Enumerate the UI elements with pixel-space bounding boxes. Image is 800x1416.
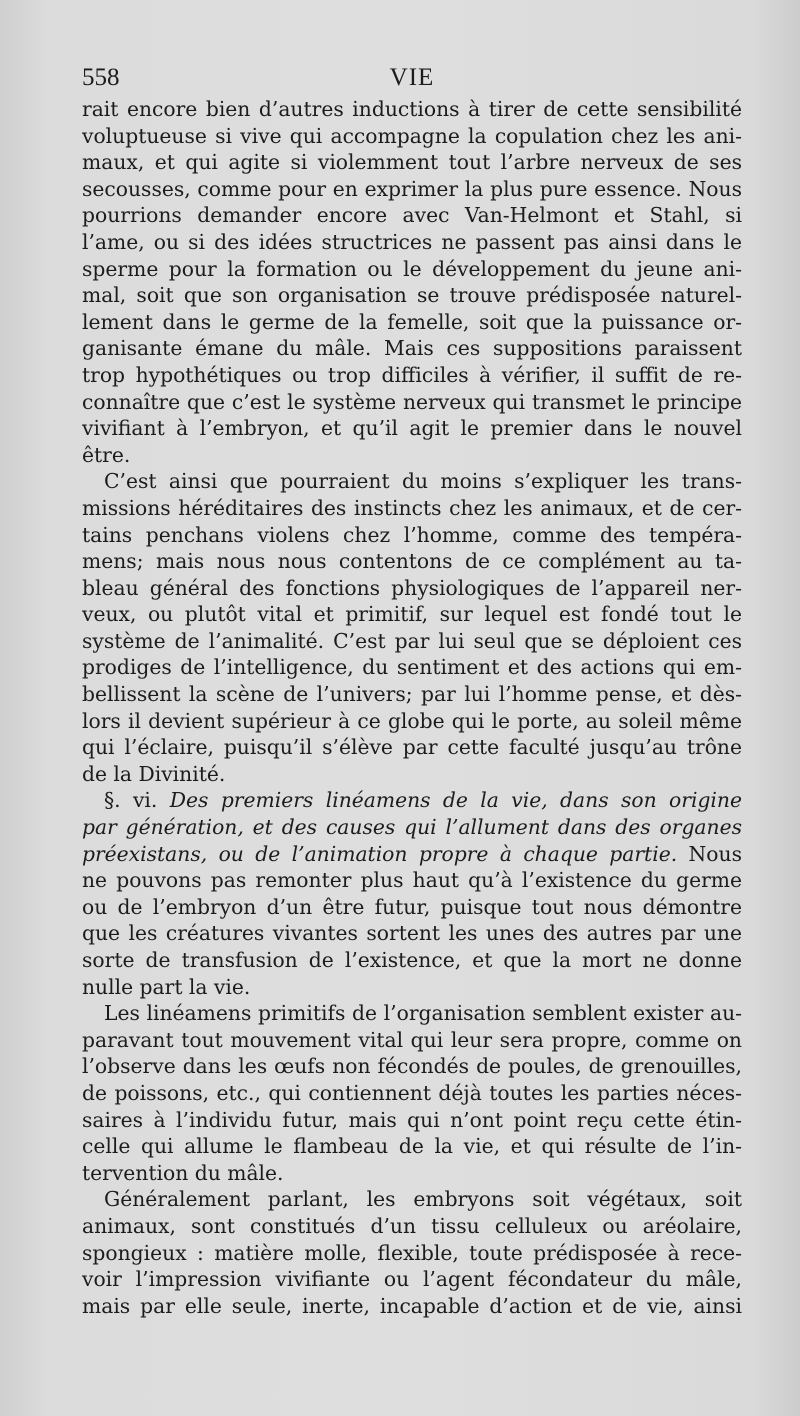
- text-line: ne pouvons pas remonter plus haut qu’à l’existence du germe: [82, 868, 742, 893]
- text-line: l’ame, ou si des idées structrices ne passent pas ainsi dans le: [82, 229, 742, 254]
- text-line: bleau général des fonctions physiologiques de l’appareil ner-: [82, 575, 742, 600]
- text-line: maux, et qui agite si violemment tout l’arbre nerveux de ses: [82, 150, 742, 175]
- text-line: que les créatures vivantes sortent les unes des autres par une: [82, 921, 742, 946]
- text-line: lors il devient supérieur à ce globe qui le porte, au soleil même: [82, 708, 742, 733]
- section-mark: §. vi.: [104, 788, 158, 813]
- section-heading-part-2: par génération, et des causes qui l’allument dans des organes: [82, 815, 742, 840]
- text-line: nulle part la vie.: [82, 974, 251, 999]
- page-body: [82, 96, 742, 1319]
- text-line: système de l’animalité. C’est par lui seul que se déploient ces: [82, 628, 742, 653]
- text-line: voir l’impression vivifiante ou l’agent fécondateur du mâle,: [82, 1267, 742, 1292]
- text-line: lement dans le germe de la femelle, soit que la puissance or-: [82, 309, 742, 334]
- text-line: [82, 814, 742, 841]
- text-line: de poissons, etc., qui contiennent déjà toutes les parties néces-: [82, 1080, 742, 1105]
- section-text-start: Nous: [688, 841, 742, 866]
- text-line: voluptueuse si vive qui accompagne la copulation chez les ani-: [82, 123, 742, 148]
- text-line: saires à l’individu futur, mais qui n’ont point reçu cette étin-: [82, 1107, 742, 1132]
- text-line: mal, soit que son organisation se trouve prédisposée naturel-: [82, 283, 742, 308]
- text-line: ganisante émane du mâle. Mais ces suppositions paraissent: [82, 336, 742, 361]
- text-line: missions héréditaires des instincts chez les animaux, et de cer-: [82, 495, 742, 520]
- text-line: mens; mais nous nous contentons de ce complément au ta-: [82, 549, 742, 574]
- text-line: l’observe dans les œufs non fécondés de poules, de grenouilles,: [82, 1054, 742, 1079]
- text-line: tervention du mâle.: [82, 1160, 284, 1185]
- text-line: bellissent la scène de l’univers; par lui l’homme pense, et dès-: [82, 682, 742, 707]
- text-line: [82, 787, 742, 814]
- section-heading-part-1: Des premiers linéamens de la vie, dans son origine: [169, 788, 742, 813]
- text-line: celle qui allume le flambeau de la vie, et qui résulte de l’in-: [82, 1134, 742, 1159]
- text-line: spongieux : matière molle, flexible, toute prédisposée à rece-: [82, 1240, 742, 1265]
- text-line: secousses, comme pour en exprimer la plus pure essence. Nous: [82, 176, 742, 201]
- text-line: être.: [82, 442, 131, 467]
- text-line: veux, ou plutôt vital et primitif, sur lequel est fondé tout le: [82, 602, 742, 627]
- text-line: connaître que c’est le système nerveux qui transmet le principe: [82, 389, 742, 414]
- text-line: qui l’éclaire, puisqu’il s’élève par cette faculté jusqu’au trône: [82, 735, 742, 760]
- text-line: prodiges de l’intelligence, du sentiment et des actions qui em-: [82, 655, 742, 680]
- text-line: sperme pour la formation ou le développement du jeune ani-: [82, 256, 742, 281]
- text-line: pourrions demander encore avec Van-Helmont et Stahl, si: [82, 203, 742, 228]
- running-title: VIE: [389, 64, 435, 91]
- text-line: tains penchans violens chez l’homme, comme des tempéra-: [82, 522, 742, 547]
- section-heading-part-3: préexistans, ou de l’animation propre à chaque partie.: [82, 841, 678, 866]
- text-line: paravant tout mouvement vital qui leur sera propre, comme on: [82, 1027, 742, 1052]
- text-line: C’est ainsi que pourraient du moins s’expliquer les trans-: [104, 469, 742, 494]
- text-line: vivifiant à l’embryon, et qu’il agit le premier dans le nouvel: [82, 416, 742, 441]
- text-line: rait encore bien d’autres inductions à tirer de cette sensibilité: [82, 97, 742, 121]
- text-line: sorte de transfusion de l’existence, et que la mort ne donne: [82, 948, 742, 972]
- page-header: [82, 64, 742, 94]
- page-number: 558: [82, 64, 120, 91]
- text-line: trop hypothétiques ou trop difficiles à vérifier, il suffit de re-: [82, 362, 742, 387]
- text-line: de la Divinité.: [82, 761, 226, 786]
- text-line: [82, 841, 742, 868]
- text-line: Les linéamens primitifs de l’organisation semblent exister au-: [104, 1001, 742, 1026]
- text-line: Généralement parlant, les embryons soit végétaux, soit: [104, 1187, 742, 1212]
- text-line: ou de l’embryon d’un être futur, puisque tout nous démontre: [82, 894, 742, 919]
- text-line: animaux, sont constitués d’un tissu celluleux ou aréolaire,: [82, 1213, 742, 1238]
- text-line: mais par elle seule, inerte, incapable d’action et de vie, ainsi: [82, 1293, 742, 1318]
